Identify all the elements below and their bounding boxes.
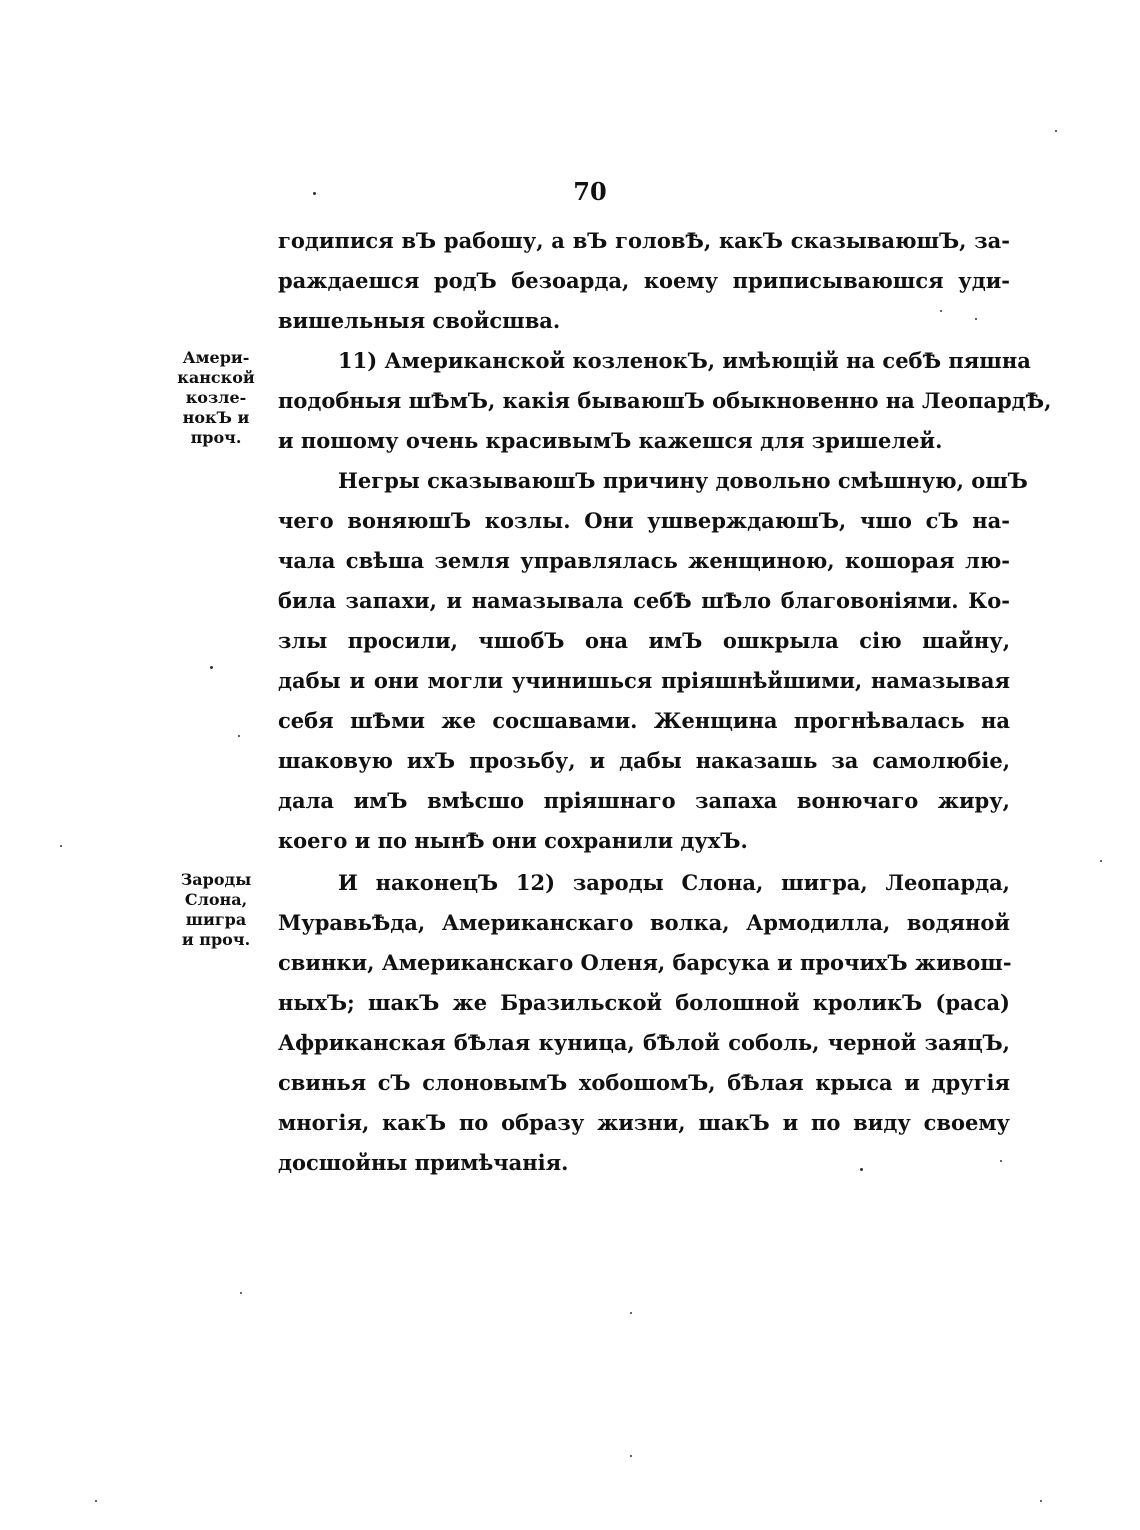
text-line: МуравьѢда, Американскаго волка, Армодилла, водяной: [278, 910, 1010, 935]
scan-speck: [975, 318, 977, 320]
text-line: многія, какЪ по образу жизни, шакЪ и по виду своему: [278, 1110, 1010, 1135]
text-line: шаковую ихЪ прозьбу, и дабы наказашь за самолюбіе,: [278, 748, 1010, 773]
text-line: Африканская бѢлая куница, бѢлой соболь, черной заяцЪ,: [278, 1030, 1010, 1055]
scan-speck: [313, 192, 316, 195]
text-line: свинья сЪ слоновымЪ хобошомЪ, бѢлая крыса и другія: [278, 1070, 1010, 1095]
text-line: подобныя шѢмЪ, какія бываюшЪ обыкновенно на ЛеопардѢ,: [278, 388, 1052, 413]
text-line: дабы и они могли учинишься пріяшнѣйшими, намазывая: [278, 668, 1010, 693]
text-line: чего воняюшЪ козлы. Они ушверждаюшЪ, чшо сЪ на-: [278, 508, 1010, 533]
side-note-line: Слона,: [184, 890, 248, 909]
text-line: коего и по нынѢ они сохранили духЪ.: [278, 828, 748, 853]
text-line: 11) Американской козленокЪ, имѣющій на себѢ пяшна: [338, 348, 1031, 373]
text-line: чала свѣша земля управлялась женщиною, кошорая лю-: [278, 548, 1010, 573]
text-line: досшойны примѣчанія.: [278, 1150, 569, 1175]
text-line: себя шѢми же сосшавами. Женщина прогнѣвалась на: [278, 708, 1010, 733]
text-line: Негры сказываюшЪ причину довольно смѣшную, ошЪ: [338, 468, 1028, 493]
text-line: годипися вЪ рабошу, а вЪ головѢ, какЪ сказываюшЪ, за-: [278, 228, 1010, 253]
scan-speck: [95, 1500, 97, 1502]
text-line: дала имЪ вмѣсшо пріяшнаго запаха вонючаго жиру,: [278, 788, 1010, 813]
side-note-line: Зароды: [180, 870, 252, 889]
text-line: раждаешся родЪ безоарда, коему приписываюшся уди-: [278, 268, 1010, 293]
scan-speck: [940, 310, 942, 312]
text-line: вишельныя свойсшва.: [278, 308, 561, 333]
scan-speck: [1000, 1160, 1002, 1162]
side-note-line: козле-: [185, 388, 247, 407]
text-line: злы просили, чшобЪ она имЪ ошкрыла сію шайну,: [278, 628, 1010, 653]
scan-speck: [60, 845, 62, 847]
side-note-american-kid: [160, 348, 272, 448]
scan-speck: [1100, 860, 1102, 862]
scan-speck: [240, 1292, 242, 1294]
side-note-line: Амери-: [182, 348, 250, 367]
scan-speck: [238, 735, 240, 737]
text-line: ныхЪ; шакЪ же Бразильской болошной кроликЪ (раса): [278, 990, 1010, 1015]
side-note-elephant-embryos: [160, 870, 272, 950]
side-note-line: нокЪ и: [182, 408, 250, 427]
scan-speck: [630, 1455, 632, 1457]
scan-speck: [860, 1168, 863, 1171]
scan-speck: [210, 666, 213, 669]
scan-speck: [1055, 130, 1057, 132]
text-line: И наконецЪ 12) зароды Слона, шигра, Леопарда,: [338, 870, 1010, 895]
side-note-line: шигра: [185, 910, 247, 929]
scan-speck: [630, 1312, 632, 1314]
side-note-line: и проч.: [181, 930, 251, 949]
scan-speck: [1040, 1500, 1042, 1502]
page-number: 70: [573, 177, 607, 206]
side-note-line: канской: [177, 368, 255, 387]
text-line: свинки, Американскаго Оленя, барсука и прочихЪ живош-: [278, 950, 1012, 975]
text-line: била запахи, и намазывала себѢ шѢло благовоніями. Ко-: [278, 588, 1010, 613]
text-line: и пошому очень красивымЪ кажешся для зришелей.: [278, 428, 943, 453]
side-note-line: проч.: [190, 428, 242, 447]
